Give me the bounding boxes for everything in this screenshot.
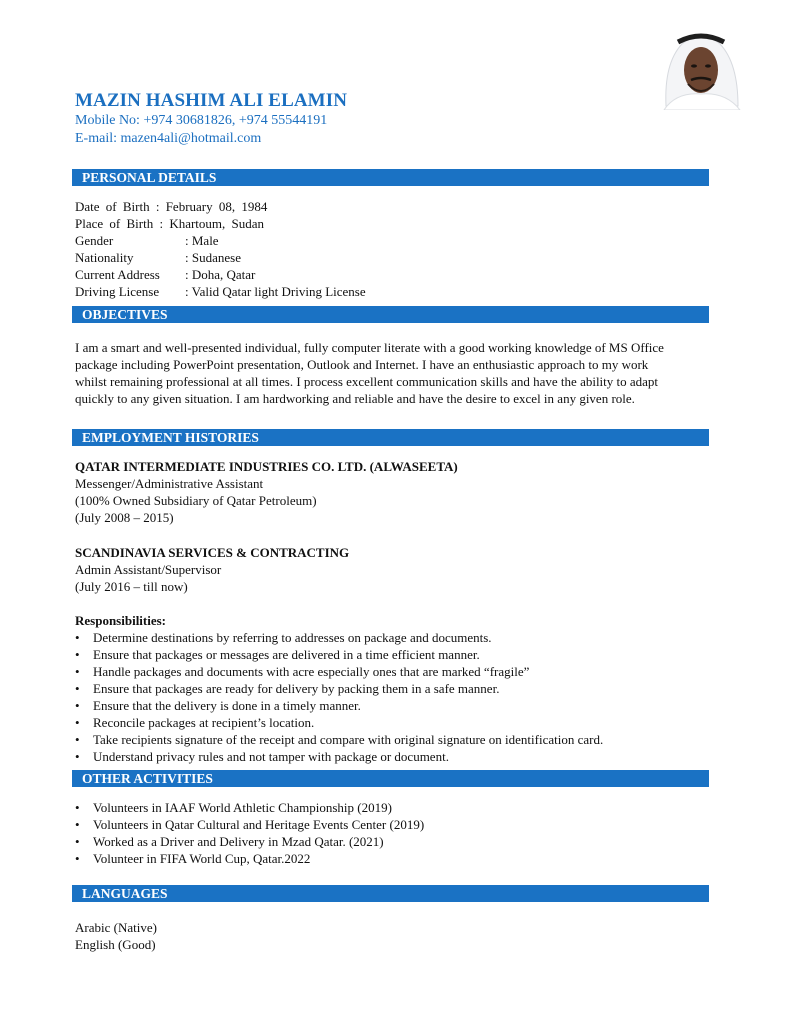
date-of-birth: Date of Birth : February 08, 1984 [75, 199, 268, 214]
bullet-icon: • [75, 681, 80, 696]
list-item-text: Volunteers in IAAF World Athletic Championship (2019) [93, 800, 392, 815]
objectives-line: I am a smart and well-presented individual, fully computer literate with a good working knowledge of MS Office [75, 340, 664, 355]
language-item: English (Good) [75, 937, 156, 952]
list-item [75, 681, 499, 697]
list-item-text: Take recipients signature of the receipt and compare with original signature on identification card. [93, 732, 604, 747]
personal-row-value: : Doha, Qatar [185, 267, 256, 282]
job1-period: (July 2008 – 2015) [75, 510, 174, 525]
job1-company: QATAR INTERMEDIATE INDUSTRIES CO. LTD. (ALWASEETA) [75, 459, 458, 474]
section-header-objectives: OBJECTIVES [72, 306, 709, 323]
bullet-icon: • [75, 732, 80, 747]
list-item-text: Worked as a Driver and Delivery in Mzad Qatar. (2021) [93, 834, 384, 849]
bullet-icon: • [75, 647, 80, 662]
list-item-text: Volunteer in FIFA World Cup, Qatar.2022 [93, 851, 311, 866]
list-item-text: Volunteers in Qatar Cultural and Heritage Events Center (2019) [93, 817, 425, 832]
list-item [75, 698, 361, 714]
list-item-text: Handle packages and documents with acre especially ones that are marked “fragile” [93, 664, 530, 679]
list-item [75, 664, 529, 680]
place-of-birth: Place of Birth : Khartoum, Sudan [75, 216, 265, 231]
list-item [75, 800, 392, 816]
objectives-line: whilst remaining professional at all times. I process excellent communication skills and have the ability to adapt [75, 374, 659, 389]
responsibilities-heading: Responsibilities: [75, 613, 167, 628]
list-item [75, 715, 314, 731]
personal-row-label: Driving License [75, 284, 160, 299]
list-item [75, 749, 449, 765]
list-item [75, 817, 424, 833]
list-item-text: Reconcile packages at recipient’s location. [93, 715, 315, 730]
section-header-personal-details: PERSONAL DETAILS [72, 169, 709, 186]
job2-company: SCANDINAVIA SERVICES & CONTRACTING [75, 545, 350, 560]
list-item-text: Ensure that packages are ready for delivery by packing them in a safe manner. [93, 681, 500, 696]
personal-row [75, 284, 366, 300]
email-address: E-mail: mazen4ali@hotmail.com [75, 131, 262, 146]
list-item [75, 732, 603, 748]
section-header-other-activities: OTHER ACTIVITIES [72, 770, 709, 787]
job2-role: Admin Assistant/Supervisor [75, 562, 222, 577]
personal-row-value: : Sudanese [185, 250, 241, 265]
bullet-icon: • [75, 851, 80, 866]
candidate-name: MAZIN HASHIM ALI ELAMIN [75, 90, 348, 111]
personal-row-label: Current Address [75, 267, 160, 282]
job1-note: (100% Owned Subsidiary of Qatar Petroleum) [75, 493, 317, 508]
objectives-line: quickly to any given situation. I am hardworking and reliable and have the desire to excel in any given role. [75, 391, 635, 406]
personal-row-value: : Valid Qatar light Driving License [185, 284, 366, 299]
personal-row-label: Gender [75, 233, 114, 248]
job1-role: Messenger/Administrative Assistant [75, 476, 264, 491]
section-header-languages: LANGUAGES [72, 885, 709, 902]
objectives-line: package including PowerPoint presentation, Outlook and Internet. I have an enthusiastic approach to my work [75, 357, 649, 372]
personal-row [75, 267, 255, 283]
list-item [75, 834, 384, 850]
list-item-text: Determine destinations by referring to addresses on package and documents. [93, 630, 492, 645]
personal-row-label: Nationality [75, 250, 134, 265]
bullet-icon: • [75, 630, 80, 645]
profile-photo [654, 18, 749, 110]
job2-period: (July 2016 – till now) [75, 579, 188, 594]
language-item: Arabic (Native) [75, 920, 157, 935]
mobile-numbers: Mobile No: +974 30681826, +974 55544191 [75, 113, 328, 128]
bullet-icon: • [75, 715, 80, 730]
bullet-icon: • [75, 800, 80, 815]
list-item [75, 647, 480, 663]
personal-row [75, 250, 241, 266]
personal-row [75, 233, 219, 249]
personal-row-value: : Male [185, 233, 219, 248]
bullet-icon: • [75, 664, 80, 679]
list-item [75, 630, 492, 646]
bullet-icon: • [75, 698, 80, 713]
section-header-employment: EMPLOYMENT HISTORIES [72, 429, 709, 446]
list-item-text: Understand privacy rules and not tamper with package or document. [93, 749, 449, 764]
list-item-text: Ensure that packages or messages are delivered in a time efficient manner. [93, 647, 480, 662]
bullet-icon: • [75, 817, 80, 832]
bullet-icon: • [75, 749, 80, 764]
list-item [75, 851, 310, 867]
list-item-text: Ensure that the delivery is done in a timely manner. [93, 698, 361, 713]
bullet-icon: • [75, 834, 80, 849]
